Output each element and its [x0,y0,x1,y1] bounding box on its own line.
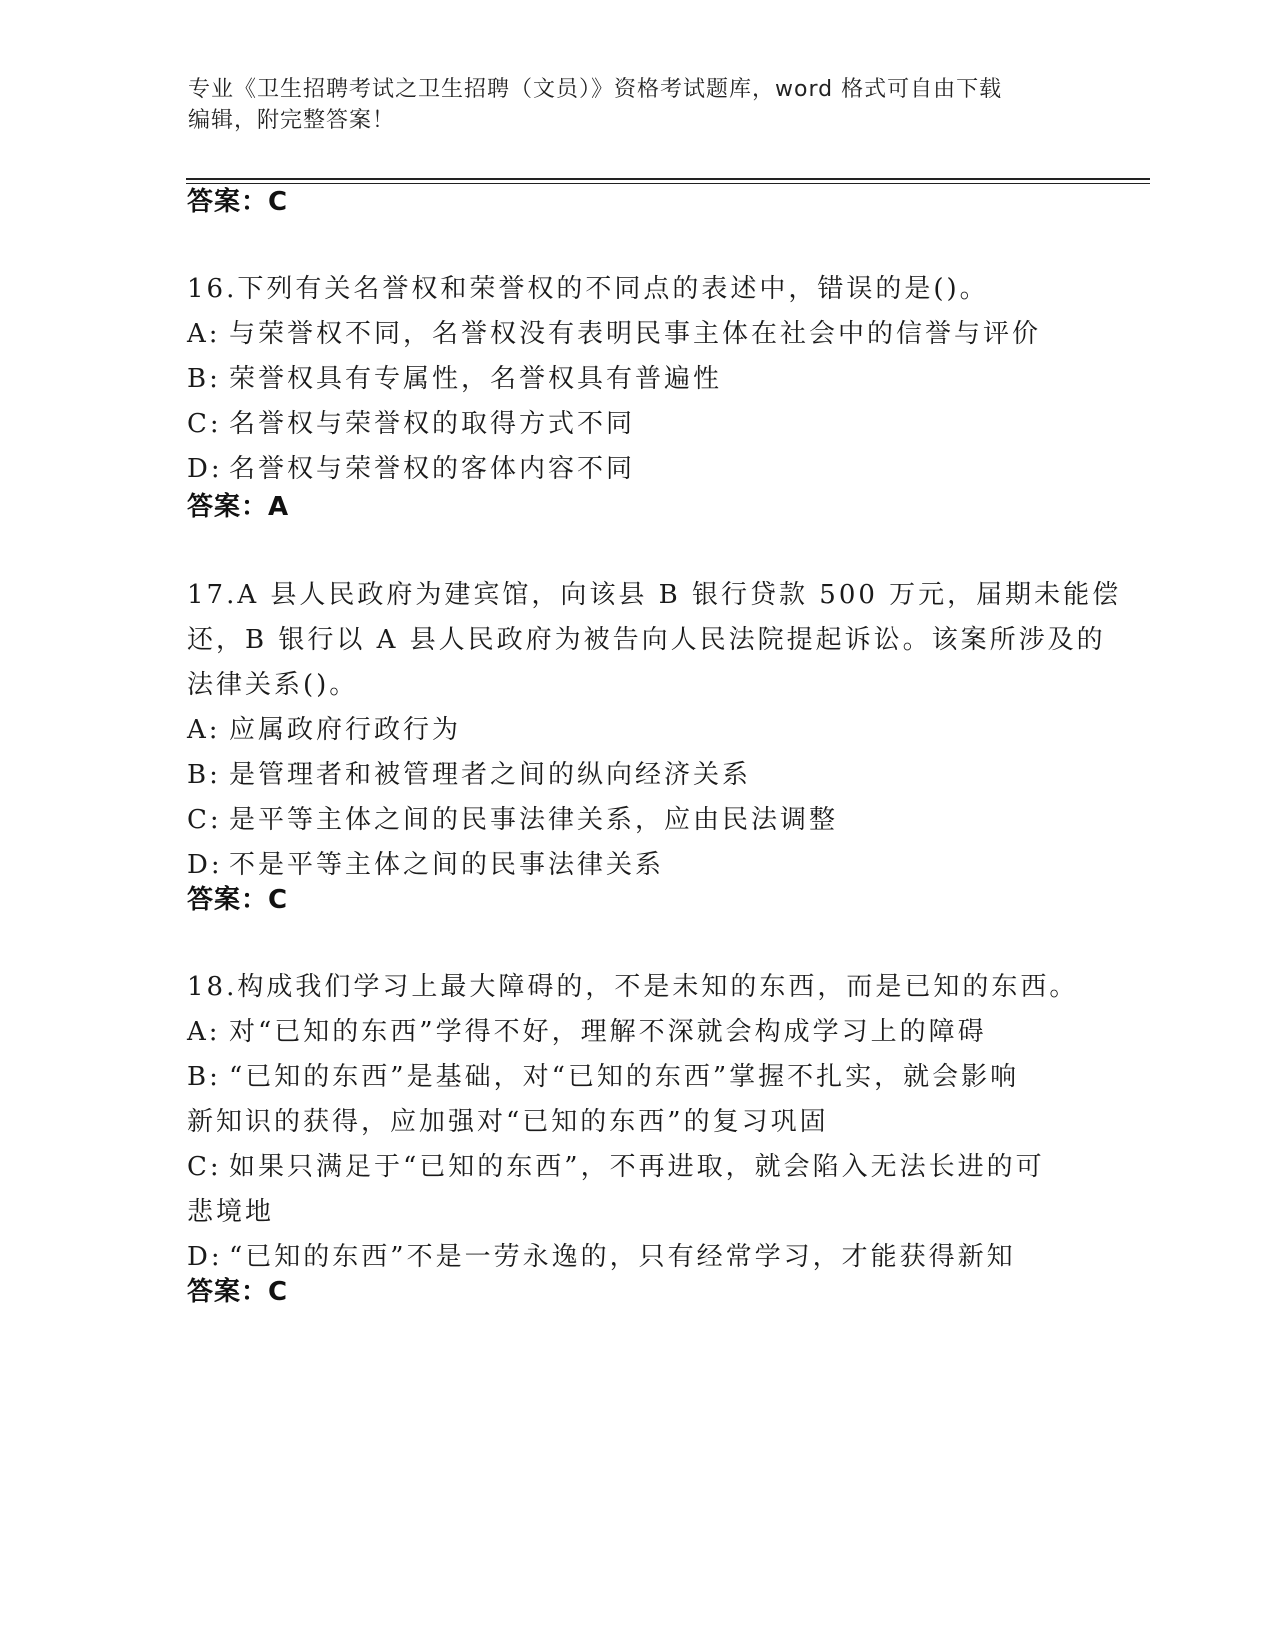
page-header [188,74,1088,136]
option-text: 与荣誉权不同，名誉权没有表明民事主体在社会中的信誉与评价 [229,319,1042,349]
question-17-option-b [187,753,1087,798]
header-line-1: 专业《卫生招聘考试之卫生招聘（文员）》资格考试题库，word 格式可自由下载 [188,77,1003,102]
option-key: D: [187,1242,223,1272]
option-text: 不是平等主体之间的民事法律关系 [229,850,665,880]
question-18-option-a [187,1010,1087,1055]
question-16 [187,267,1087,492]
option-text: 名誉权与荣誉权的取得方式不同 [229,409,636,439]
question-18 [187,965,1087,1280]
question-17-option-c [187,798,1087,843]
question-17-stem-line-1: 17.A 县人民政府为建宾馆，向该县 B 银行贷款 500 万元，届期未能偿 [187,580,1122,610]
question-17-option-d [187,843,1087,888]
header-divider-thick [186,178,1150,180]
question-18-option-c-continuation: 悲境地 [187,1197,275,1227]
option-key: B: [187,1062,221,1092]
header-line-2: 编辑，附完整答案！ [188,108,396,133]
option-key: C: [187,1152,222,1182]
question-16-option-a [187,312,1087,357]
option-key: A: [187,1017,221,1047]
answer-q15: 答案：C [187,187,289,217]
question-16-option-b [187,357,1087,402]
question-16-stem: 16.下列有关名誉权和荣誉权的不同点的表述中，错误的是()。 [187,274,989,304]
option-key: D: [187,850,223,880]
option-text: 是管理者和被管理者之间的纵向经济关系 [229,760,752,790]
question-18-option-c [187,1145,1087,1190]
option-key: B: [187,364,221,394]
question-16-option-c [187,402,1087,447]
option-key: B: [187,760,221,790]
question-18-option-b [187,1055,1087,1100]
question-16-option-d [187,447,1087,492]
question-18-option-b-continuation: 新知识的获得，应加强对“已知的东西”的复习巩固 [187,1107,829,1137]
option-text: 对“已知的东西”学得不好，理解不深就会构成学习上的障碍 [229,1017,987,1047]
option-key: D: [187,454,223,484]
question-18-option-d [187,1235,1087,1280]
answer-q17: 答案：C [187,885,289,915]
option-text: 名誉权与荣誉权的客体内容不同 [229,454,636,484]
option-text: 荣誉权具有专属性，名誉权具有普遍性 [229,364,723,394]
question-17-stem-line-2: 还，B 银行以 A 县人民政府为被告向人民法院提起诉讼。该案所涉及的 [187,625,1106,655]
option-text: 是平等主体之间的民事法律关系，应由民法调整 [229,805,839,835]
question-17-stem-line-3: 法律关系()。 [187,670,359,700]
header-divider-thin [186,183,1150,184]
option-text: 应属政府行政行为 [229,715,462,745]
option-key: A: [187,319,221,349]
question-17-option-a [187,708,1087,753]
option-text: 如果只满足于“已知的东西”，不再进取，就会陷入无法长进的可 [229,1152,1045,1182]
answer-q18: 答案：C [187,1277,289,1307]
option-text: “已知的东西”是基础，对“已知的东西”掌握不扎实，就会影响 [229,1062,1020,1092]
question-17 [187,573,1122,888]
option-key: C: [187,409,222,439]
option-text: “已知的东西”不是一劳永逸的，只有经常学习，才能获得新知 [229,1242,1016,1272]
answer-q16: 答案：A [187,492,290,522]
option-key: A: [187,715,221,745]
question-18-stem: 18.构成我们学习上最大障碍的，不是未知的东西，而是已知的东西。 [187,972,1079,1002]
option-key: C: [187,805,222,835]
